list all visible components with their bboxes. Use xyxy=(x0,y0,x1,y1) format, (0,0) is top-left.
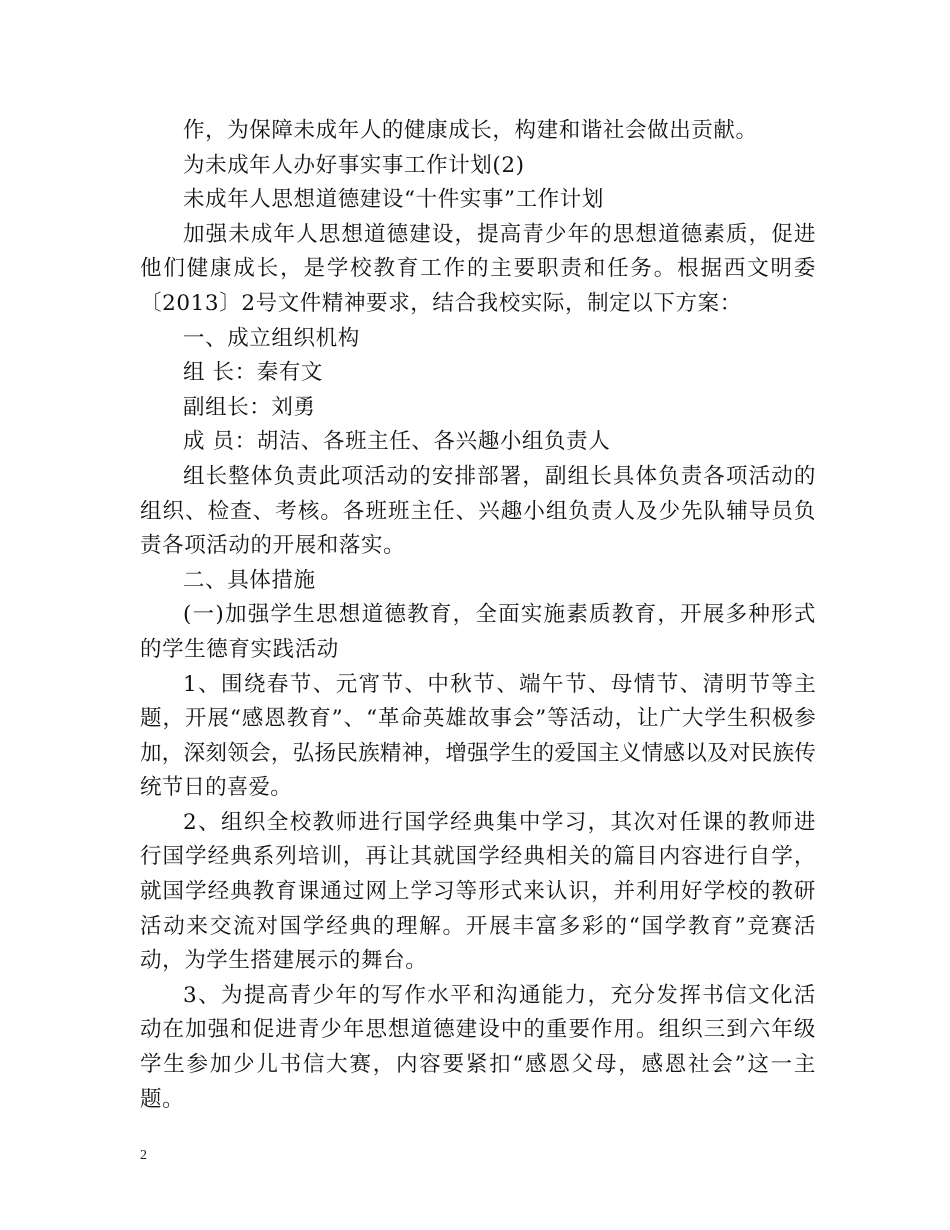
subheading-moral-education: (一)加强学生思想道德教育，全面实施素质教育，开展多种形式的学生德育实践活动 xyxy=(140,602,816,662)
section-heading-plan: 为未成年人办好事实事工作计划(2) xyxy=(183,152,525,178)
section-heading-ten-things: 未成年人思想道德建设“十件实事”工作计划 xyxy=(183,187,604,213)
heading-organization: 一、成立组织机构 xyxy=(183,325,360,351)
org-deputy-leader: 副组长：刘勇 xyxy=(183,394,316,420)
paragraph-intro: 加强未成年人思想道德建设，提高青少年的思想道德素质，促进他们健康成长，是学校教育工作的主要职责和任务。根据西文明委〔2013〕2号文件精神要求，结合我校实际，制定以下方案： xyxy=(140,221,816,316)
paragraph-continuation: 作，为保障未成年人的健康成长，构建和谐社会做出贡献。 xyxy=(183,118,758,143)
list-item-letters: 3、为提高青少年的写作水平和沟通能力，充分发挥书信文化活动在加强和促进青少年思想道德建设中的重要作用。组织三到六年级学生参加少儿书信大赛，内容要紧扣“感恩父母，感恩社会”这一主题。 xyxy=(140,982,816,1112)
org-members: 成 员：胡洁、各班主任、各兴趣小组负责人 xyxy=(183,429,611,455)
list-item-classics: 2、组织全校教师进行国学经典集中学习，其次对任课的教师进行国学经典系列培训，再让其就国学经典相关的篇目内容进行自学，就国学经典教育课通过网上学习等形式来认识，并利用好学校的教研活动来交流对国学经典的理解。开展丰富多彩的“国学教育”竞赛活动，为学生搭建展示的舞台。 xyxy=(140,809,816,974)
document-body xyxy=(140,114,816,1117)
list-item-festivals: 1、围绕春节、元宵节、中秋节、端午节、母情节、清明节等主题，开展“感恩教育”、“革命英雄故事会”等活动，让广大学生积极参加，深刻领会，弘扬民族精神，增强学生的爱国主义情感以及对民族传统节日的喜爱。 xyxy=(140,671,816,801)
org-leader: 组 长：秦有文 xyxy=(183,360,324,386)
heading-measures: 二、具体措施 xyxy=(183,567,316,593)
paragraph-responsibilities: 组长整体负责此项活动的安排部署，副组长具体负责各项活动的组织、检查、考核。各班班主任、兴趣小组负责人及少先队辅导员负责各项活动的开展和落实。 xyxy=(140,463,816,559)
page-number: 2 xyxy=(140,1148,147,1163)
